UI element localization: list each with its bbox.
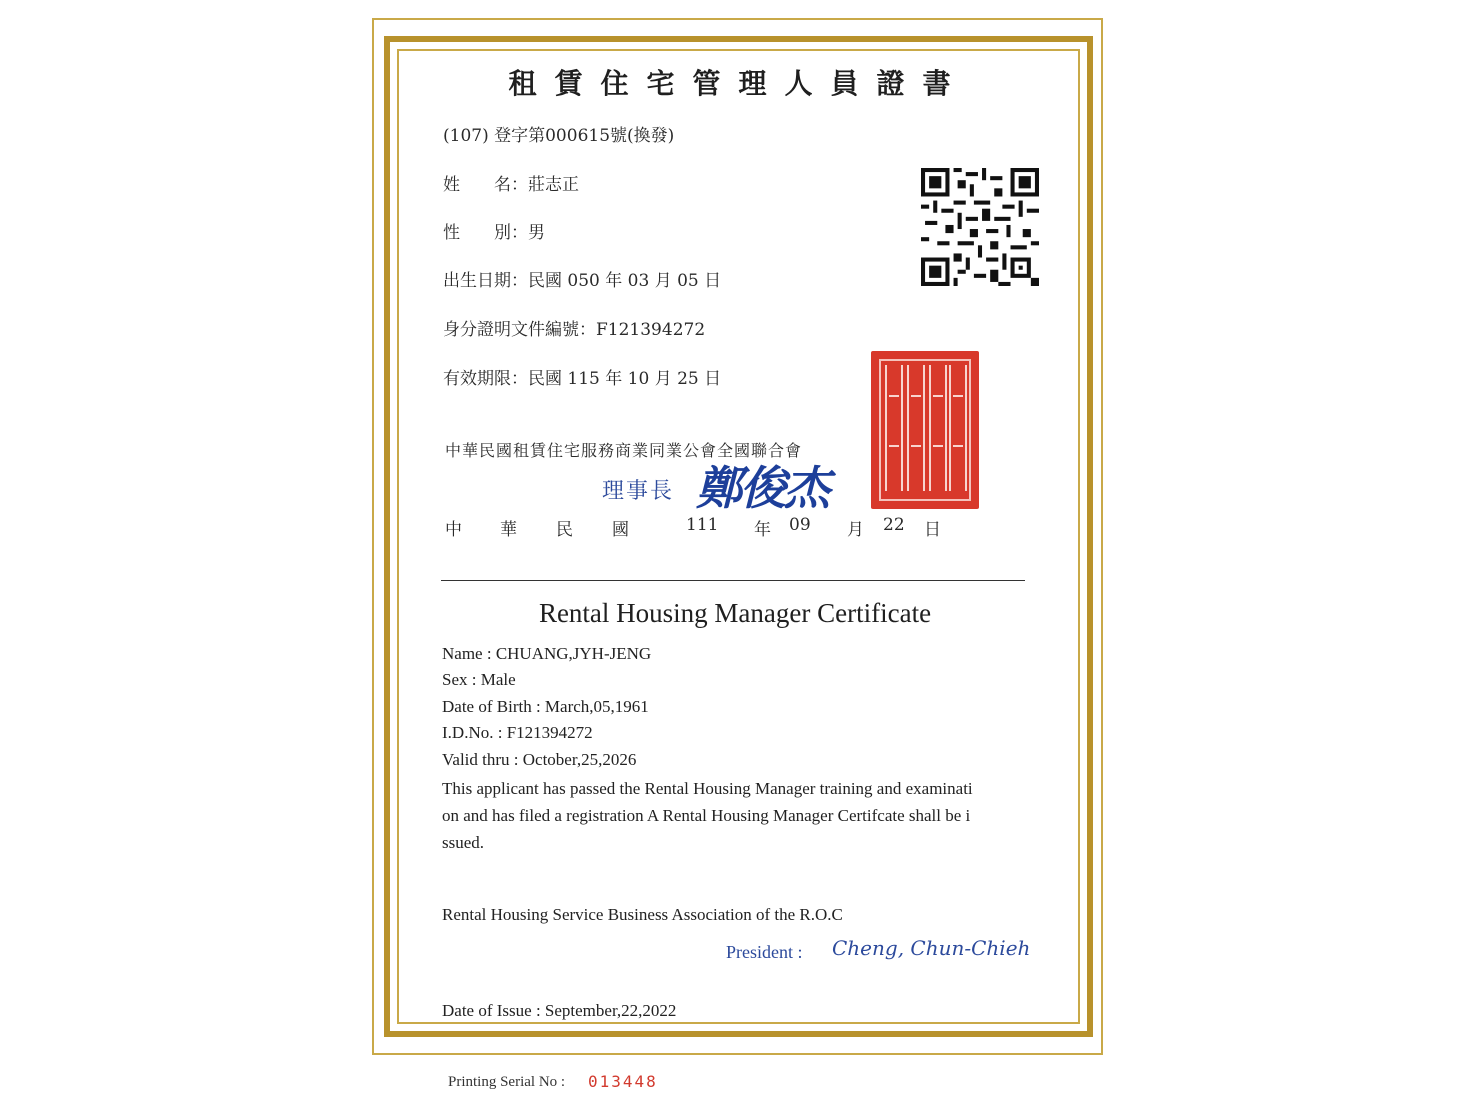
en-valid-thru: Valid thru : October,25,2026: [442, 750, 637, 769]
en-id-number: I.D.No. : F121394272: [442, 723, 593, 742]
zh-date-day: 22: [883, 515, 905, 535]
printing-serial-label: Printing Serial No :: [448, 1074, 566, 1090]
zh-certificate-title: 租賃住宅管理人員證書: [508, 67, 969, 100]
en-date-of-birth: Date of Birth : March,05,1961: [442, 697, 649, 716]
zh-date-month: 09: [789, 515, 811, 535]
zh-date-day-unit: 日: [924, 520, 941, 540]
en-president-label: President :: [726, 942, 803, 962]
printing-serial-number: 013448: [588, 1072, 658, 1091]
en-sex: Sex : Male: [442, 670, 516, 689]
official-red-seal: [871, 351, 979, 509]
en-issuing-organization: Rental Housing Service Business Association of the R.O.C: [442, 905, 843, 924]
zh-date-year: 111: [686, 515, 719, 535]
statement-line: ssued.: [442, 833, 485, 852]
zh-issuing-organization: 中華民國租賃住宅服務商業同業公會全國聯合會: [445, 441, 803, 460]
zh-date-char: 國: [612, 520, 629, 540]
zh-date-char: 中: [445, 520, 462, 540]
zh-name: 姓 名：莊志正: [443, 175, 579, 195]
zh-date-year-unit: 年: [754, 520, 771, 540]
zh-sex: 性 別：男: [443, 223, 545, 243]
zh-date-char: 華: [500, 520, 517, 540]
statement-line: This applicant has passed the Rental Housing Manager training and examinati: [442, 779, 973, 798]
zh-certificate-number: (107) 登字第000615號(換發): [443, 126, 675, 146]
zh-date-month-unit: 月: [847, 520, 864, 540]
en-president-signature: Cheng, Chun-Chieh: [832, 936, 1031, 960]
zh-date-char: 民: [556, 520, 573, 540]
zh-president-signature: 鄭俊杰: [696, 461, 828, 515]
en-certificate-title: Rental Housing Manager Certificate: [538, 598, 932, 628]
zh-id-number: 身分證明文件編號：F121394272: [443, 320, 706, 340]
section-divider: [441, 580, 1025, 581]
en-certification-statement: [442, 775, 1037, 856]
qr-code: [921, 168, 1039, 286]
zh-date-of-birth: 出生日期：民國 050 年 03 月 05 日: [443, 271, 722, 291]
en-date-of-issue: Date of Issue : September,22,2022: [442, 1001, 677, 1020]
zh-valid-until: 有效期限：民國 115 年 10 月 25 日: [443, 369, 722, 389]
statement-line: on and has filed a registration A Rental Housing Manager Certifcate shall be i: [442, 806, 971, 825]
en-name: Name : CHUANG,JYH-JENG: [442, 644, 652, 663]
zh-president-label: 理事長: [602, 479, 675, 504]
